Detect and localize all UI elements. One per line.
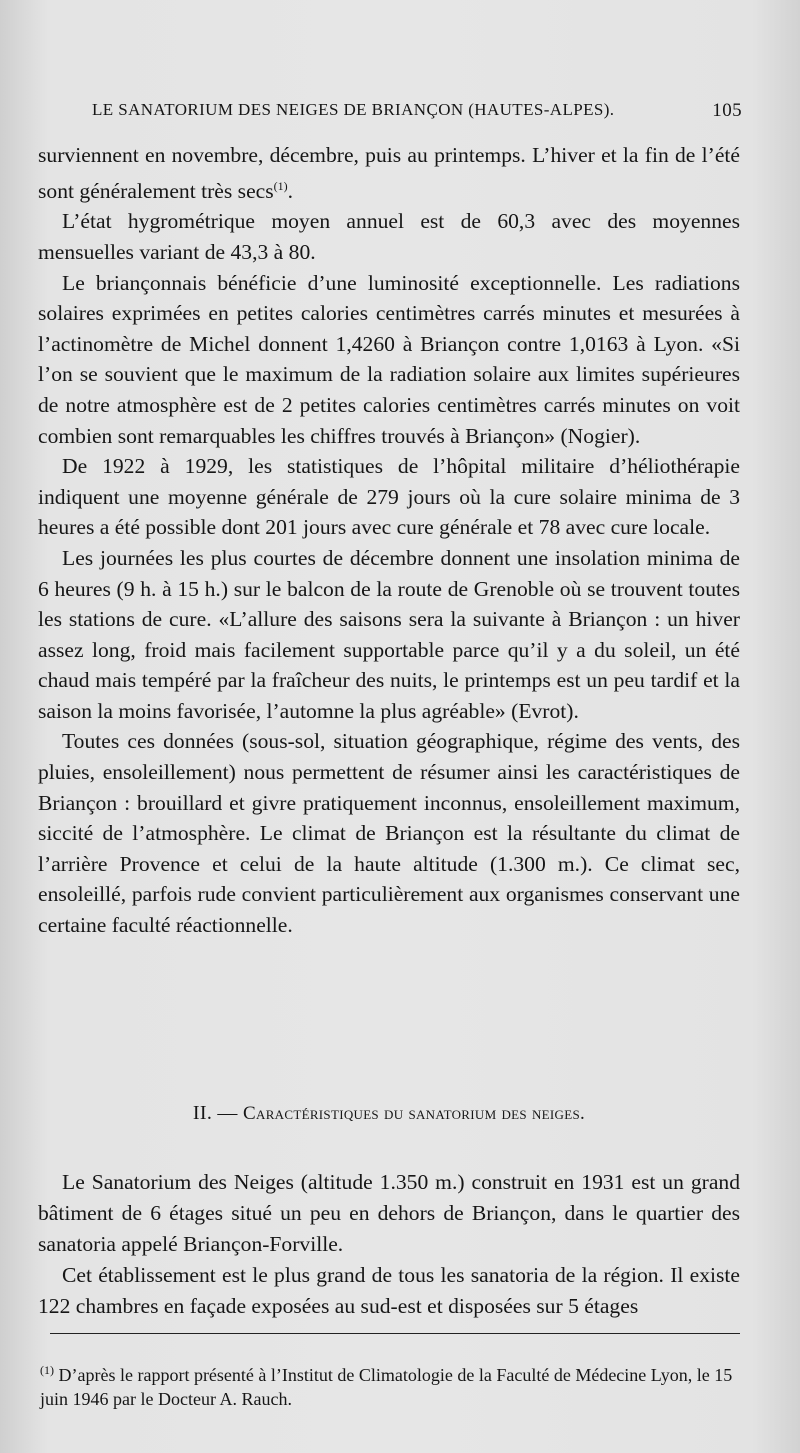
header-title: LE SANATORIUM DES NEIGES DE BRIANÇON (HAUTES-ALPES). [92, 100, 615, 119]
paragraph: surviennent en novembre, décembre, puis au printemps. L’hiver et la fin de l’été sont généralement très secs$^{(1)}$. [38, 143, 740, 203]
section-number: II. — [192, 1102, 238, 1124]
page-number: 105 [712, 100, 742, 121]
footnote [40, 1358, 740, 1411]
footnote-reference: (1) [273, 178, 288, 193]
footnote-divider [50, 1333, 740, 1334]
section-text [38, 1167, 740, 1322]
paragraph: Le Sanatorium des Neiges (altitude 1.350 m.) construit en 1931 est un grand bâtiment de 6 étages situé un peu en dehors de Briançon, dans le quartier des sanatoria appelé Briançon-Forville. [38, 1170, 740, 1256]
paragraph: Cet établissement est le plus grand de tous les sanatoria de la région. Il existe 122 chambres en façade exposées au sud-est et disposées sur 5 étages [38, 1263, 740, 1318]
paragraph-text: surviennent en novembre, décembre, puis au printemps. L’hiver et la fin de l’été sont généralement très secs [38, 143, 740, 203]
paragraph: Les journées les plus courtes de décembre donnent une insolation minima de 6 heures (9 h. à 15 h.) sur le balcon de la route de Grenoble où se trouvent toutes les stations de cure. «L’allure des saisons sera la suivante à Briançon : un hiver assez long, froid mais facilement supportable parce qu’il y a du soleil, un été chaud mais tempéré par la fraîcheur des nuits, le printemps est un peu tardif et la saison la moins favorisée, l’automne la plus agréable» (Evrot). [38, 545, 740, 723]
section-title: Caractéristiques du sanatorium des neiges. [243, 1103, 586, 1124]
paragraph: Toutes ces données (sous-sol, situation géographique, régime des vents, des pluies, ensoleillement) nous permettent de résumer ainsi les caractéristiques de Briançon : brouillard et givre pratiquement inconnus, ensoleillement maximum, siccité de l’atmosphère. Le climat de Briançon est la résultante du climat de l’arrière Provence et celui de la haute altitude (1.300 m.). Ce climat sec, ensoleillé, parfois rude convient particulièrement aux organismes conservant une certaine faculté réactionnelle. [38, 729, 740, 938]
paragraph: L’état hygrométrique moyen annuel est de 60,3 avec des moyennes mensuelles variant de 43,3 à 80. [38, 209, 740, 264]
footnote-text: D’après le rapport présenté à l’Institut de Climatologie de la Faculté de Médecine Lyon, le 15 juin 1946 par le Docteur A. Rauch. [40, 1365, 733, 1409]
footnote-marker: (1) [40, 1363, 54, 1377]
section-heading [38, 1098, 740, 1130]
paragraph: Le briançonnais bénéficie d’une luminosité exceptionnelle. Les radiations solaires exprimées en petites calories centimètres carrés minutes et mesurées à l’actinomètre de Michel donnent 1,4260 à Briançon contre 1,0163 à Lyon. «Si l’on se souvient que le maximum de la radiation solaire aux limites supérieures de notre atmosphère est de 2 petites calories centimètres carrés minutes on voit combien sont remarquables les chiffres trouvés à Briançon» (Nogier). [38, 270, 740, 448]
main-text [38, 140, 740, 1318]
paragraph: De 1922 à 1929, les statistiques de l’hôpital militaire d’héliothérapie indiquent une moyenne générale de 279 jours où la cure solaire minima de 3 heures a été possible dont 201 jours avec cure générale et 78 avec cure locale. [38, 454, 740, 540]
